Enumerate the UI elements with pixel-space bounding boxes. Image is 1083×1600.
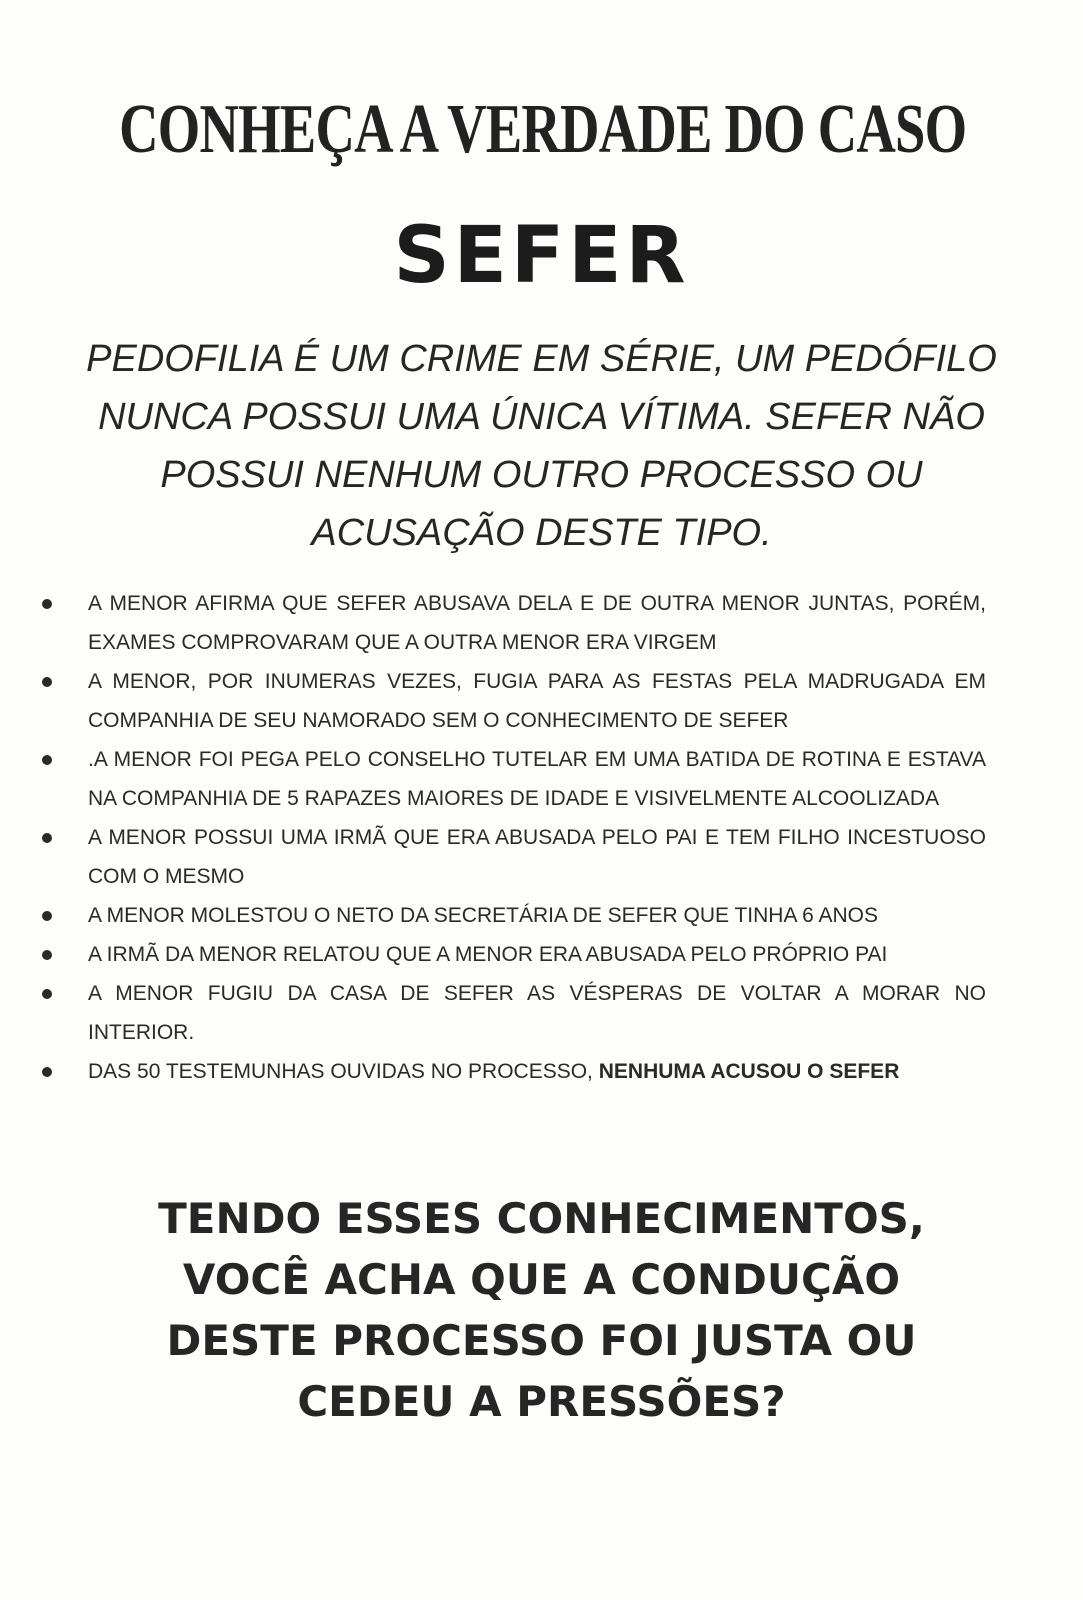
- question-line: VOCÊ ACHA QUE A CONDUÇÃO: [182, 1255, 901, 1304]
- bullet-icon: [42, 755, 52, 765]
- statement-line: NUNCA POSSUI UMA ÚNICA VÍTIMA. SEFER NÃO: [98, 396, 985, 438]
- fact-emphasis: NENHUMA ACUSOU O SEFER: [598, 1060, 900, 1083]
- fact-item: [36, 584, 986, 662]
- fact-text: A MENOR FUGIU DA CASA DE SEFER AS VÉSPERAS DE VOLTAR A MORAR NO INTERIOR.: [88, 982, 986, 1044]
- fact-item: [36, 974, 986, 1052]
- fact-text: A MENOR, POR INUMERAS VEZES, FUGIA PARA AS FESTAS PELA MADRUGADA EM COMPANHIA DE SEU NAMORADO SEM O CONHECIMENTO DE SEFER: [88, 670, 986, 732]
- statement-line: POSSUI NENHUM OUTRO PROCESSO OU: [160, 454, 923, 496]
- closing-question: [40, 1188, 1043, 1432]
- bullet-icon: [42, 677, 52, 687]
- statement-line: PEDOFILIA É UM CRIME EM SÉRIE, UM PEDÓFILO: [86, 338, 997, 380]
- statement-line: ACUSAÇÃO DESTE TIPO.: [311, 512, 772, 554]
- flyer-title: CONHEÇA A VERDADE DO CASO: [119, 91, 967, 168]
- question-line: CEDEU A PRESSÕES?: [297, 1377, 786, 1426]
- facts-list: [36, 584, 986, 1091]
- fact-text: A MENOR AFIRMA QUE SEFER ABUSAVA DELA E DE OUTRA MENOR JUNTAS, PORÉM, EXAMES COMPROVARAM QUE A OUTRA MENOR ERA VIRGEM: [88, 592, 986, 654]
- fact-text: DAS 50 TESTEMUNHAS OUVIDAS NO PROCESSO,: [88, 1060, 599, 1083]
- question-line: DESTE PROCESSO FOI JUSTA OU: [166, 1316, 917, 1365]
- fact-item: [36, 740, 986, 818]
- fact-item: [36, 935, 986, 974]
- bullet-icon: [42, 599, 52, 609]
- fact-item-last: [36, 1052, 986, 1091]
- question-line: TENDO ESSES CONHECIMENTOS,: [158, 1194, 925, 1243]
- flyer-name: SEFER: [393, 211, 690, 301]
- bullet-icon: [42, 911, 52, 921]
- fact-text: A IRMÃ DA MENOR RELATOU QUE A MENOR ERA ABUSADA PELO PRÓPRIO PAI: [88, 943, 888, 966]
- opening-statement: [50, 330, 1033, 562]
- fact-text: A MENOR POSSUI UMA IRMÃ QUE ERA ABUSADA PELO PAI E TEM FILHO INCESTUOSO COM O MESMO: [88, 826, 986, 888]
- bullet-icon: [42, 1067, 52, 1077]
- fact-text: A MENOR MOLESTOU O NETO DA SECRETÁRIA DE SEFER QUE TINHA 6 ANOS: [88, 904, 879, 927]
- fact-item: [36, 818, 986, 896]
- bullet-icon: [42, 989, 52, 999]
- fact-item: [36, 662, 986, 740]
- fact-text: .A MENOR FOI PEGA PELO CONSELHO TUTELAR EM UMA BATIDA DE ROTINA E ESTAVA NA COMPANHIA DE 5 RAPAZES MAIORES DE IDADE E VISIVELMENTE ALCOOLIZADA: [88, 748, 986, 810]
- bullet-icon: [42, 950, 52, 960]
- fact-item: [36, 896, 986, 935]
- bullet-icon: [42, 833, 52, 843]
